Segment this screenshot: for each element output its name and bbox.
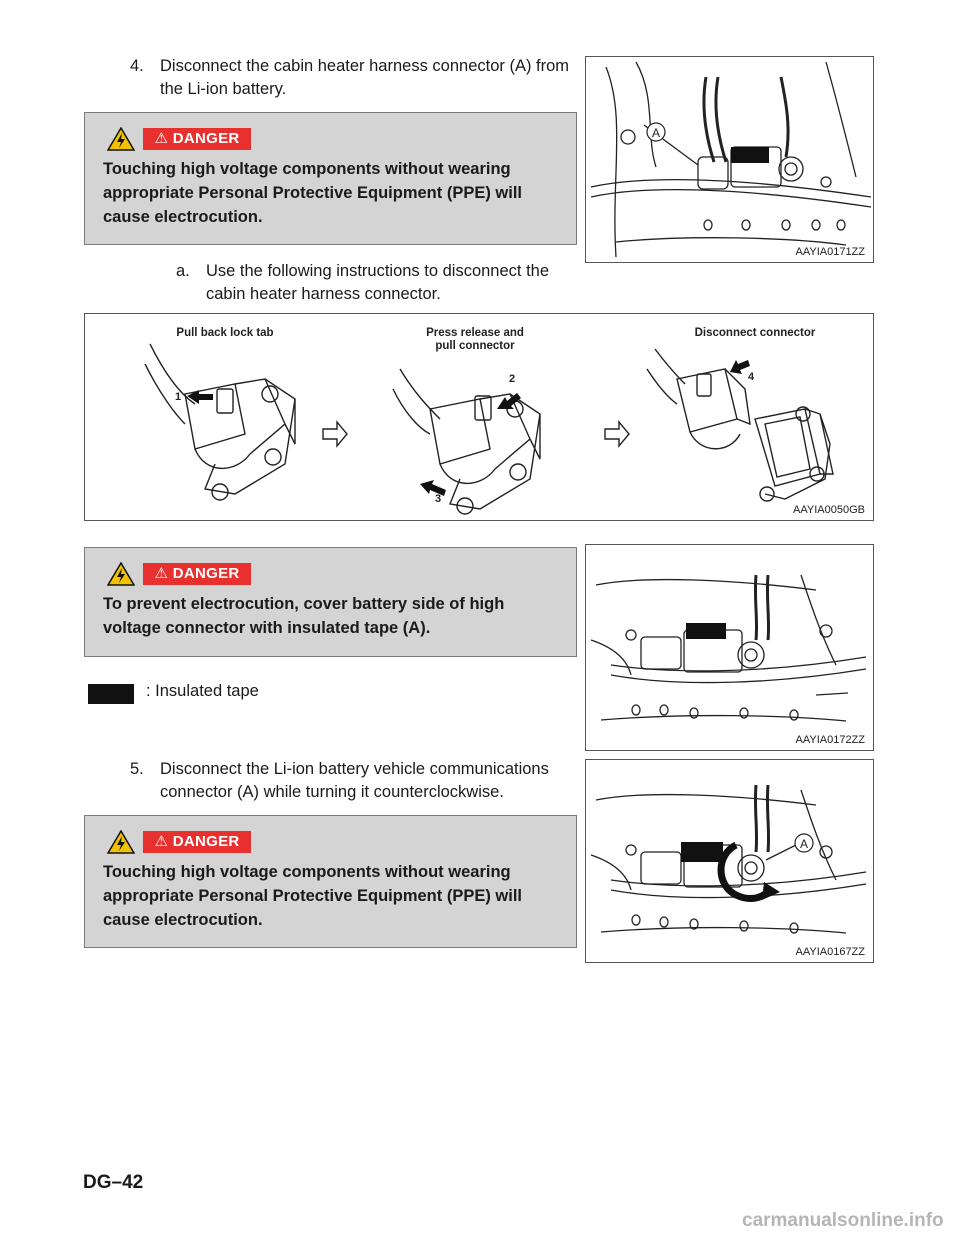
danger-box-ppe [84, 112, 577, 245]
counterclockwise-rotation-arrow-icon [721, 845, 780, 900]
danger-text-line1: Touching high voltage components without wearing [103, 863, 511, 881]
arrow-label-4: 4 [748, 371, 755, 383]
step-text-line1: Disconnect the cabin heater harness connector (A) from [160, 57, 570, 75]
danger-label [143, 128, 251, 150]
next-step-arrow-icon-2 [605, 422, 629, 446]
step-number: 4. [130, 57, 144, 75]
callout-a: A [651, 126, 661, 140]
step-5 [130, 758, 580, 808]
step-number: 5. [130, 760, 144, 778]
figure-code: AAYIA0050GB [793, 504, 865, 516]
danger-label-text: DANGER [172, 565, 240, 582]
danger-box-ppe-2 [84, 815, 577, 948]
step-4 [130, 55, 580, 105]
danger-label [143, 563, 251, 585]
danger-text-line3: cause electrocution. [103, 911, 263, 929]
caption-pull-back-lock-tab: Pull back lock tab [176, 327, 274, 339]
caption-press-release-line1: Press release and [426, 327, 524, 339]
legend-insulated-tape: : Insulated tape [146, 682, 259, 700]
illustration-insulated-tape [586, 545, 873, 750]
substep-text-line2: cabin heater harness connector. [206, 285, 441, 303]
figure-insulated-tape [585, 544, 874, 751]
danger-label-text: DANGER [172, 130, 240, 147]
danger-label-text: DANGER [172, 833, 240, 850]
figure-code: AAYIA0167ZZ [795, 946, 865, 958]
watermark: carmanualsonline.info [742, 1210, 944, 1231]
arrow-label-3: 3 [435, 493, 442, 505]
caption-disconnect-connector: Disconnect connector [694, 327, 816, 339]
step-text-line2: the Li-ion battery. [160, 80, 287, 98]
substep-letter: a. [176, 262, 190, 280]
high-voltage-warning-icon [107, 127, 135, 151]
warning-triangle-icon: ⚠ [154, 130, 169, 147]
danger-text-line3: cause electrocution. [103, 208, 263, 226]
arrow-label-2: 2 [509, 373, 516, 385]
next-step-arrow-icon [323, 422, 347, 446]
illustration-communications-connector [586, 760, 873, 962]
danger-text-line1: Touching high voltage components without wearing [103, 160, 511, 178]
callout-a: A [799, 837, 809, 851]
figure-communications-connector [585, 759, 874, 963]
step-4a [176, 260, 576, 310]
figure-code: AAYIA0171ZZ [795, 246, 865, 258]
warning-triangle-icon: ⚠ [154, 833, 169, 850]
step-text-line1: Disconnect the Li-ion battery vehicle communications [160, 760, 549, 778]
danger-label [143, 831, 251, 853]
figure-cabin-heater-connector [585, 56, 874, 263]
illustration-heater-connector [586, 57, 873, 262]
warning-triangle-icon: ⚠ [154, 565, 169, 582]
substep-text-line1: Use the following instructions to disconnect the [206, 262, 550, 280]
high-voltage-warning-icon [107, 830, 135, 854]
caption-press-release-line2: pull connector [435, 340, 515, 352]
insulated-tape-swatch [88, 684, 134, 704]
danger-text-line2: appropriate Personal Protective Equipment (PPE) will [103, 184, 523, 202]
figure-disconnect-sequence [84, 313, 874, 521]
arrow-label-1: 1 [175, 391, 182, 403]
illustration-connector-steps [85, 314, 873, 520]
page-number: DG–42 [83, 1172, 144, 1193]
danger-box-insulated-tape [84, 547, 577, 657]
danger-text-line2: voltage connector with insulated tape (A). [103, 619, 431, 637]
figure-code: AAYIA0172ZZ [795, 734, 865, 746]
danger-text-line2: appropriate Personal Protective Equipment (PPE) will [103, 887, 523, 905]
step-text-line2: connector (A) while turning it counterclockwise. [160, 783, 504, 801]
high-voltage-warning-icon [107, 562, 135, 586]
danger-text-line1: To prevent electrocution, cover battery side of high [103, 595, 505, 613]
